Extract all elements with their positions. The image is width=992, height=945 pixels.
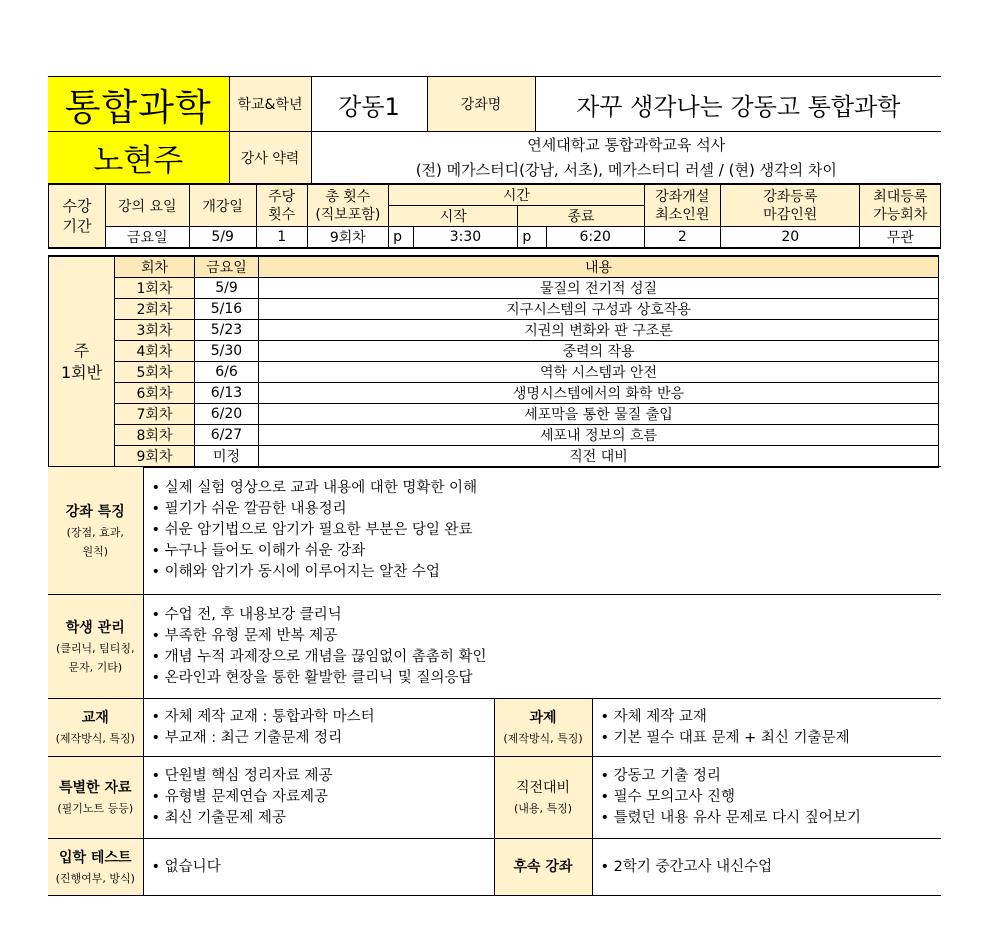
course-features-label: 강좌 특징 (장점, 효과, 원칙) bbox=[48, 467, 143, 595]
session-content: 중력의 작용 bbox=[259, 341, 939, 362]
session-date: 6/6 bbox=[195, 362, 259, 383]
final-prep-list bbox=[592, 757, 941, 839]
list-item: • 필기가 쉬운 깔끔한 내용정리 bbox=[152, 499, 942, 520]
session-date: 5/30 bbox=[195, 341, 259, 362]
value-start-time: 3:30 bbox=[413, 227, 518, 249]
session-number: 7회차 bbox=[115, 404, 195, 425]
session-date: 5/16 bbox=[195, 299, 259, 320]
table-row bbox=[49, 383, 939, 404]
session-number: 4회차 bbox=[115, 341, 195, 362]
entrance-test-label: 입학 테스트 (진행여부, 방식) bbox=[48, 839, 143, 896]
follow-up-label: 후속 강좌 bbox=[494, 839, 592, 896]
session-content: 지구시스템의 구성과 상호작용 bbox=[259, 299, 939, 320]
table-row bbox=[49, 278, 939, 299]
session-number: 5회차 bbox=[115, 362, 195, 383]
session-content: 직전 대비 bbox=[259, 446, 939, 468]
table-row bbox=[49, 404, 939, 425]
table-row bbox=[49, 425, 939, 446]
table-row bbox=[49, 446, 939, 468]
col-date: 금요일 bbox=[195, 256, 259, 278]
subject-title: 통합과학 bbox=[48, 77, 229, 132]
value-day: 금요일 bbox=[106, 227, 189, 249]
session-content: 역학 시스템과 안전 bbox=[259, 362, 939, 383]
value-end-time: 6:20 bbox=[546, 227, 644, 249]
session-number: 2회차 bbox=[115, 299, 195, 320]
course-name-label: 강좌명 bbox=[427, 77, 535, 132]
value-end-ampm: p bbox=[518, 227, 547, 249]
value-total: 9회차 bbox=[307, 227, 388, 249]
session-table bbox=[48, 255, 939, 468]
session-content: 세포막을 통한 물질 출입 bbox=[259, 404, 939, 425]
homework-list bbox=[592, 699, 941, 757]
session-number: 8회차 bbox=[115, 425, 195, 446]
col-min: 강좌개설 최소인원 bbox=[644, 184, 720, 227]
table-row bbox=[49, 341, 939, 362]
list-item: • 최신 기출문제 제공 bbox=[152, 808, 494, 829]
course-header bbox=[48, 76, 941, 184]
col-time: 시간 bbox=[389, 184, 645, 206]
session-content: 지권의 변화와 판 구조론 bbox=[259, 320, 939, 341]
value-weekly: 1 bbox=[256, 227, 307, 249]
student-management-list bbox=[143, 595, 941, 699]
entrance-test-list bbox=[143, 839, 494, 896]
value-min: 2 bbox=[644, 227, 720, 249]
list-item: • 틀렸던 내용 유사 문제로 다시 짚어보기 bbox=[601, 808, 942, 829]
table-row bbox=[49, 320, 939, 341]
list-item: • 부족한 유형 문제 반복 제공 bbox=[152, 626, 942, 647]
final-prep-label: 직전대비 (내용, 특징) bbox=[494, 757, 592, 839]
list-item: • 유형별 문제연습 자료제공 bbox=[152, 787, 494, 808]
homework-label: 과제 (제작방식, 특징) bbox=[494, 699, 592, 757]
period-label: 수강 기간 bbox=[49, 184, 106, 248]
follow-up-list bbox=[592, 839, 941, 896]
session-number: 9회차 bbox=[115, 446, 195, 468]
list-item: • 누구나 들어도 이해가 쉬운 강좌 bbox=[152, 541, 942, 562]
session-content: 물질의 전기적 성질 bbox=[259, 278, 939, 299]
special-materials-list bbox=[143, 757, 494, 839]
entrance-test-row bbox=[48, 839, 941, 896]
list-item: • 필수 모의고사 진행 bbox=[601, 787, 942, 808]
student-management-row bbox=[48, 595, 941, 699]
teacher-career-label: 강사 약력 bbox=[229, 132, 311, 184]
career-line-1: 연세대학교 통합과학교육 석사 bbox=[527, 135, 726, 154]
session-number: 6회차 bbox=[115, 383, 195, 404]
session-number: 3회차 bbox=[115, 320, 195, 341]
special-materials-row bbox=[48, 757, 941, 839]
list-item: • 자체 제작 교재 : 통합과학 마스터 bbox=[152, 707, 494, 728]
col-day: 강의 요일 bbox=[106, 184, 189, 227]
list-item: • 개념 누적 과제장으로 개념을 끊임없이 촘촘히 확인 bbox=[152, 647, 942, 668]
school-grade-value: 강동1 bbox=[311, 77, 427, 132]
list-item: • 부교재 : 최근 기출문제 정리 bbox=[152, 728, 494, 749]
school-grade-label: 학교&학년 bbox=[229, 77, 311, 132]
session-date: 미정 bbox=[195, 446, 259, 468]
textbook-row bbox=[48, 699, 941, 757]
col-end: 종료 bbox=[518, 206, 644, 227]
course-features-list bbox=[143, 467, 941, 595]
table-row bbox=[49, 299, 939, 320]
list-item: • 실제 실험 영상으로 교과 내용에 대한 명확한 이해 bbox=[152, 478, 942, 499]
session-date: 5/23 bbox=[195, 320, 259, 341]
col-deadline: 강좌등록 마감인원 bbox=[720, 184, 860, 227]
list-item: • 수업 전, 후 내용보강 클리닉 bbox=[152, 605, 942, 626]
col-start: 시작 bbox=[389, 206, 518, 227]
list-item: • 쉬운 암기법으로 암기가 필요한 부분은 당일 완료 bbox=[152, 520, 942, 541]
session-date: 6/13 bbox=[195, 383, 259, 404]
value-deadline: 20 bbox=[720, 227, 860, 249]
list-item: • 온라인과 현장을 통한 활발한 클리닉 및 질의응답 bbox=[152, 668, 942, 689]
course-features-row bbox=[48, 467, 941, 595]
career-line-2: (전) 메가스터디(강남, 서초), 메가스터디 러셀 / (현) 생각의 차이 bbox=[415, 160, 837, 179]
session-number: 1회차 bbox=[115, 278, 195, 299]
special-materials-label: 특별한 자료 (필기노트 등등) bbox=[48, 757, 143, 839]
student-management-label: 학생 관리 (클리닉, 팀티칭, 문자, 기타) bbox=[48, 595, 143, 699]
table-row bbox=[49, 362, 939, 383]
value-start-date: 5/9 bbox=[189, 227, 256, 249]
list-item: • 2학기 중간고사 내신수업 bbox=[601, 857, 942, 878]
textbook-label: 교재 (제작방식, 특징) bbox=[48, 699, 143, 757]
list-item: • 기본 필수 대표 문제 + 최신 기출문제 bbox=[601, 728, 942, 749]
col-weekly: 주당 횟수 bbox=[256, 184, 307, 227]
session-side-label: 주 1회반 bbox=[49, 256, 115, 467]
session-date: 6/27 bbox=[195, 425, 259, 446]
col-total: 총 횟수 (직보포함) bbox=[307, 184, 388, 227]
session-date: 5/9 bbox=[195, 278, 259, 299]
session-content: 생명시스템에서의 화학 반응 bbox=[259, 383, 939, 404]
teacher-career bbox=[311, 132, 941, 184]
course-name-value: 자꾸 생각나는 강동고 통합과학 bbox=[535, 77, 941, 132]
feature-table bbox=[48, 466, 941, 896]
list-item: • 없습니다 bbox=[152, 857, 494, 878]
col-content: 내용 bbox=[259, 256, 939, 278]
teacher-name: 노현주 bbox=[48, 132, 229, 184]
col-max: 최대등록 가능회차 bbox=[860, 184, 941, 227]
session-date: 6/20 bbox=[195, 404, 259, 425]
textbook-list bbox=[143, 699, 494, 757]
schedule-table bbox=[48, 183, 941, 249]
session-content: 세포내 정보의 흐름 bbox=[259, 425, 939, 446]
value-start-ampm: p bbox=[389, 227, 413, 249]
list-item: • 강동고 기출 정리 bbox=[601, 766, 942, 787]
list-item: • 이해와 암기가 동시에 이루어지는 알찬 수업 bbox=[152, 562, 942, 583]
list-item: • 단원별 핵심 정리자료 제공 bbox=[152, 766, 494, 787]
col-start-date: 개강일 bbox=[189, 184, 256, 227]
value-max: 무관 bbox=[860, 227, 941, 249]
col-session: 회차 bbox=[115, 256, 195, 278]
list-item: • 자체 제작 교재 bbox=[601, 707, 942, 728]
